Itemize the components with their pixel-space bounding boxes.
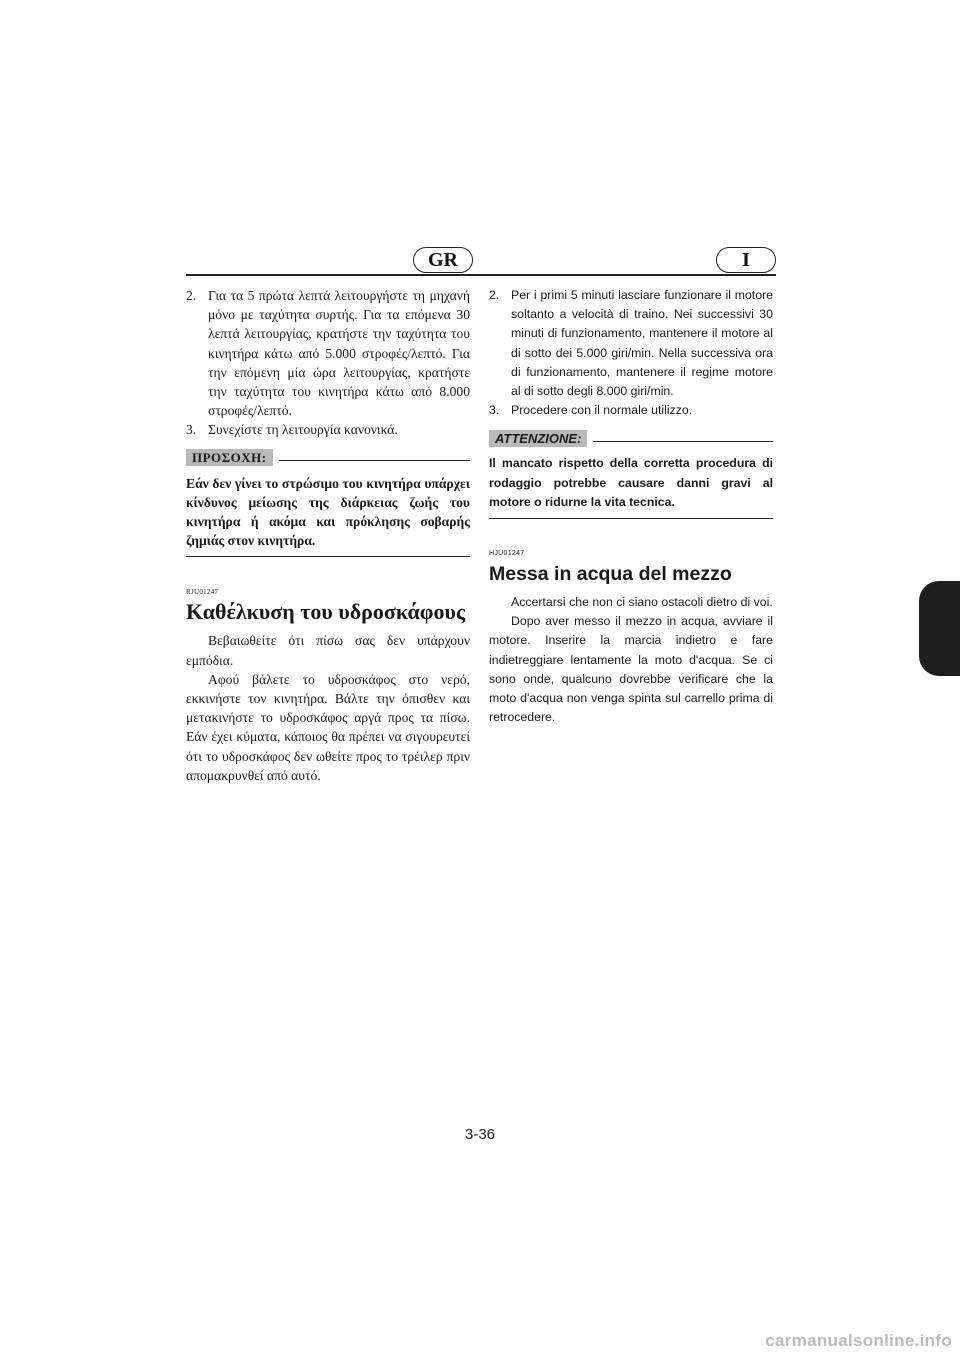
page-number: 3-36 — [464, 1126, 496, 1143]
caution-end-rule — [186, 556, 470, 557]
list-item — [489, 401, 773, 420]
language-badge-gr: GR — [413, 247, 473, 273]
list-item — [186, 420, 470, 439]
watermark: carmanualsonline.info — [765, 1331, 952, 1350]
list-item-text: Procedere con il normale utilizzo. — [511, 403, 693, 418]
caution-rule — [279, 460, 470, 461]
caution-box — [186, 448, 470, 558]
section-title: Messa in acqua del mezzo — [489, 563, 732, 586]
italian-column — [489, 286, 773, 727]
paragraph: Αφού βάλετε το υδροσκάφος στο νερό, εκκινήστε τον κινητήρα. Βάλτε την όπισθεν και μετακινήστε το υδροσκάφος αργά προς τα πίσω. Εάν έχει κύματα, κάποιος θα πρέπει να σιγουρευτεί ότι το υδροσκάφος δεν ωθείτε προς το τρέιλερ πριν απομακρυνθεί από αυτό. — [186, 671, 470, 783]
section-code: HJU01247 — [489, 550, 525, 558]
caution-label: ΠΡΟΣΟΧΗ: — [186, 449, 273, 466]
list-item — [186, 286, 470, 420]
greek-column — [186, 286, 470, 785]
paragraph: Dopo aver messo il mezzo in acqua, avviare il motore. Inserire la marcia indietro e fare indietreggiare lentamente la moto d'acqua. Se ci sono onde, qualcuno dovrebbe verificare che la moto d'acqua non venga spinta sul carrello prima di retrocedere. — [489, 614, 773, 725]
paragraph: Βεβαιωθείτε ότι πίσω σας δεν υπάρχουν εμπόδια. — [186, 633, 470, 668]
list-item-number: 3. — [489, 403, 500, 418]
chapter-side-tab — [919, 581, 960, 676]
paragraph: Accertarsi che non ci siano ostacoli dietro di voi. — [511, 595, 773, 610]
caution-text: Il mancato rispetto della corretta procedura di rodaggio potrebbe causare danni gravi al motore o ridurne la vita tecnica. — [489, 456, 773, 509]
caution-label: ATTENZIONE: — [489, 430, 587, 447]
list-item-number: 2. — [489, 288, 500, 302]
header-rule — [186, 274, 776, 276]
section-title: Καθέλκυση του υδροσκάφους — [186, 599, 466, 625]
list-item-text: Per i primi 5 minuti lasciare funzionare il motore soltanto a velocità di traino. Nei successivi 30 minuti di funzionamento, mantenere il motore al di sotto dei 5.000 giri/min. Nella successiva ora di funzionamento, mantenere il regime motore al di sotto degli 8.000 giri/min. — [511, 288, 773, 399]
caution-text: Εάν δεν γίνει το στρώσιμο του κινητήρα υπάρχει κίνδυνος μείωσης της διάρκειας ζωής του κινητήρα ή ακόμα και πρόκλησης σοβαρής ζημιάς στον κινητήρα. — [186, 475, 470, 549]
list-item-text: Συνεχίστε τη λειτουργία κανονικά. — [208, 422, 398, 438]
list-item-text: Για τα 5 πρώτα λεπτά λειτουργήστε τη μηχανή μόνο με ταχύτητα συρτής. Για τα επόμενα 30 λεπτά λειτουργίας, κρατήστε την ταχύτητα του κινητήρα κάτω από 5.000 στροφές/λεπτό. Για την επόμενη μία ώρα λειτουργίας, κρατήστε την ταχύτητα του κινητήρα κάτω από 8.000 στροφές/λεπτό. — [208, 288, 470, 419]
list-item — [489, 286, 773, 401]
caution-rule — [593, 441, 773, 442]
caution-end-rule — [489, 518, 773, 519]
list-item-number: 2. — [186, 288, 197, 303]
caution-box — [489, 428, 773, 519]
section-code: RJU01247 — [186, 588, 219, 597]
language-badge-i: I — [716, 247, 776, 273]
list-item-number: 3. — [186, 422, 197, 438]
